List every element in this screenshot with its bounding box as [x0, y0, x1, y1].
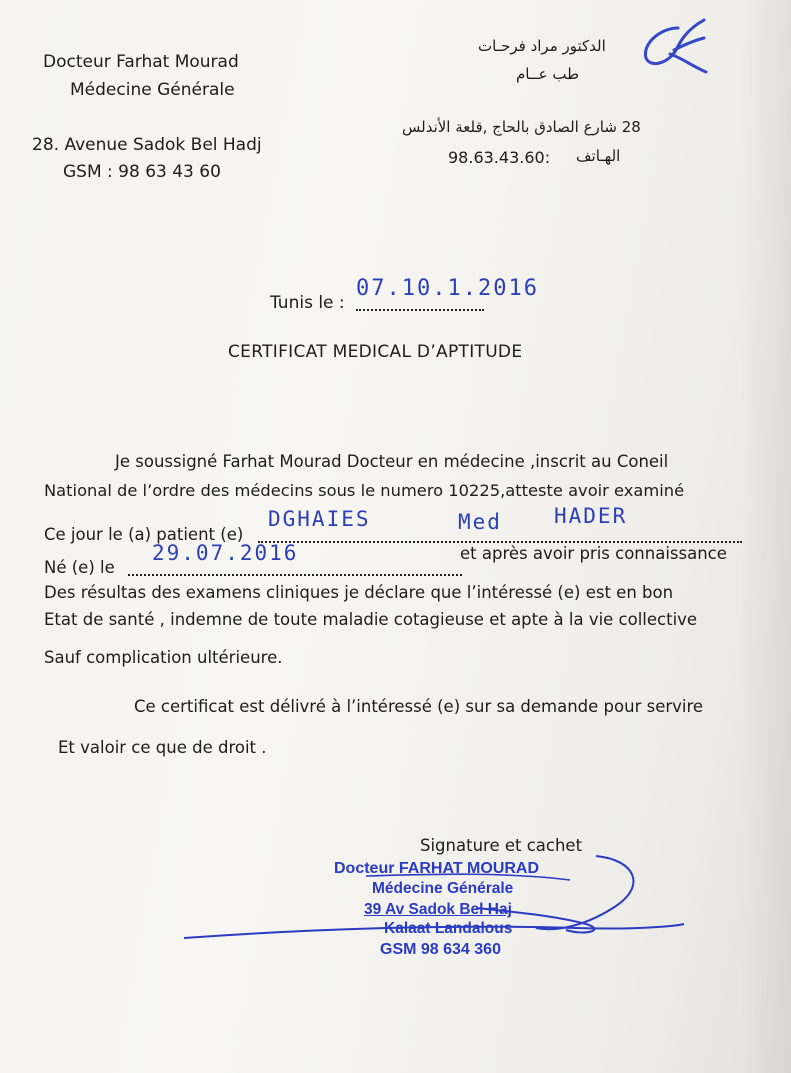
arabic-address: 28 شارع الصادق بالحاج ,قلعة الأندلس [402, 118, 641, 136]
doctor-phone: GSM : 98 63 43 60 [63, 162, 221, 182]
stamp-line-2: Médecine Générale [372, 880, 514, 897]
body-line-9: Et valoir ce que de droit . [58, 738, 267, 757]
arabic-phone-value: 98.63.43.60: [448, 148, 551, 167]
body-line-8: Ce certificat est délivré à l’intéressé (e) sur sa demande pour servire [134, 697, 704, 716]
arabic-phone-label: الهـاتف [576, 147, 621, 165]
handwritten-patient-name: DGHAIES [268, 507, 371, 531]
body-line-5: Des résultas des examens cliniques je déclare que l’intéressé (e) est en bon [44, 583, 674, 602]
certificate-title: CERTIFICAT MEDICAL D’APTITUDE [228, 342, 523, 362]
handwritten-patient-firstname: HADER [554, 504, 628, 528]
doctor-specialty: Médecine Générale [70, 80, 235, 100]
handwritten-birth-date: 29.07.2016 [152, 541, 299, 565]
stamp-line-1: Docteur FARHAT MOURAD [334, 860, 540, 877]
arabic-specialty: طب عــام [516, 65, 580, 83]
signature-label: Signature et cachet [420, 836, 583, 855]
paper-fold-shadow [740, 0, 791, 1073]
stamp-line-5: GSM 98 634 360 [380, 941, 501, 958]
stamp-line-3: 39 Av Sadok Bel Haj [364, 901, 512, 918]
logo-icon [634, 14, 712, 80]
body-line-7: Sauf complication ultérieure. [44, 648, 283, 667]
body-line-2: National de l’ordre des médecins sous le numero 10225,atteste avoir examiné [44, 481, 685, 500]
arabic-doctor-name: الدكتور مراد فرحـات [478, 37, 606, 55]
doctor-name: Docteur Farhat Mourad [43, 52, 239, 72]
date-dotted-line [356, 309, 484, 311]
handwritten-patient-med: Med [458, 510, 502, 534]
birth-label: Né (e) le [44, 558, 115, 577]
doctor-address: 28. Avenue Sadok Bel Hadj [32, 135, 262, 155]
body-line-4-suffix: et après avoir pris connaissance [460, 544, 727, 563]
handwritten-date: 07.10.1.2016 [356, 276, 539, 301]
body-line-3: Ce jour le (a) patient (e) [44, 525, 244, 544]
body-line-1: Je soussigné Farhat Mourad Docteur en médecine ,inscrit au Coneil [115, 452, 669, 471]
date-label: Tunis le : [270, 293, 345, 313]
patient-dotted-line [258, 541, 742, 543]
stamp-line-4: Kalaat Landalous [384, 920, 513, 937]
handwritten-signature [176, 846, 696, 946]
body-line-6: Etat de santé , indemne de toute maladie cotagieuse et apte à la vie collective [44, 610, 698, 629]
birth-dotted-line [128, 574, 462, 576]
